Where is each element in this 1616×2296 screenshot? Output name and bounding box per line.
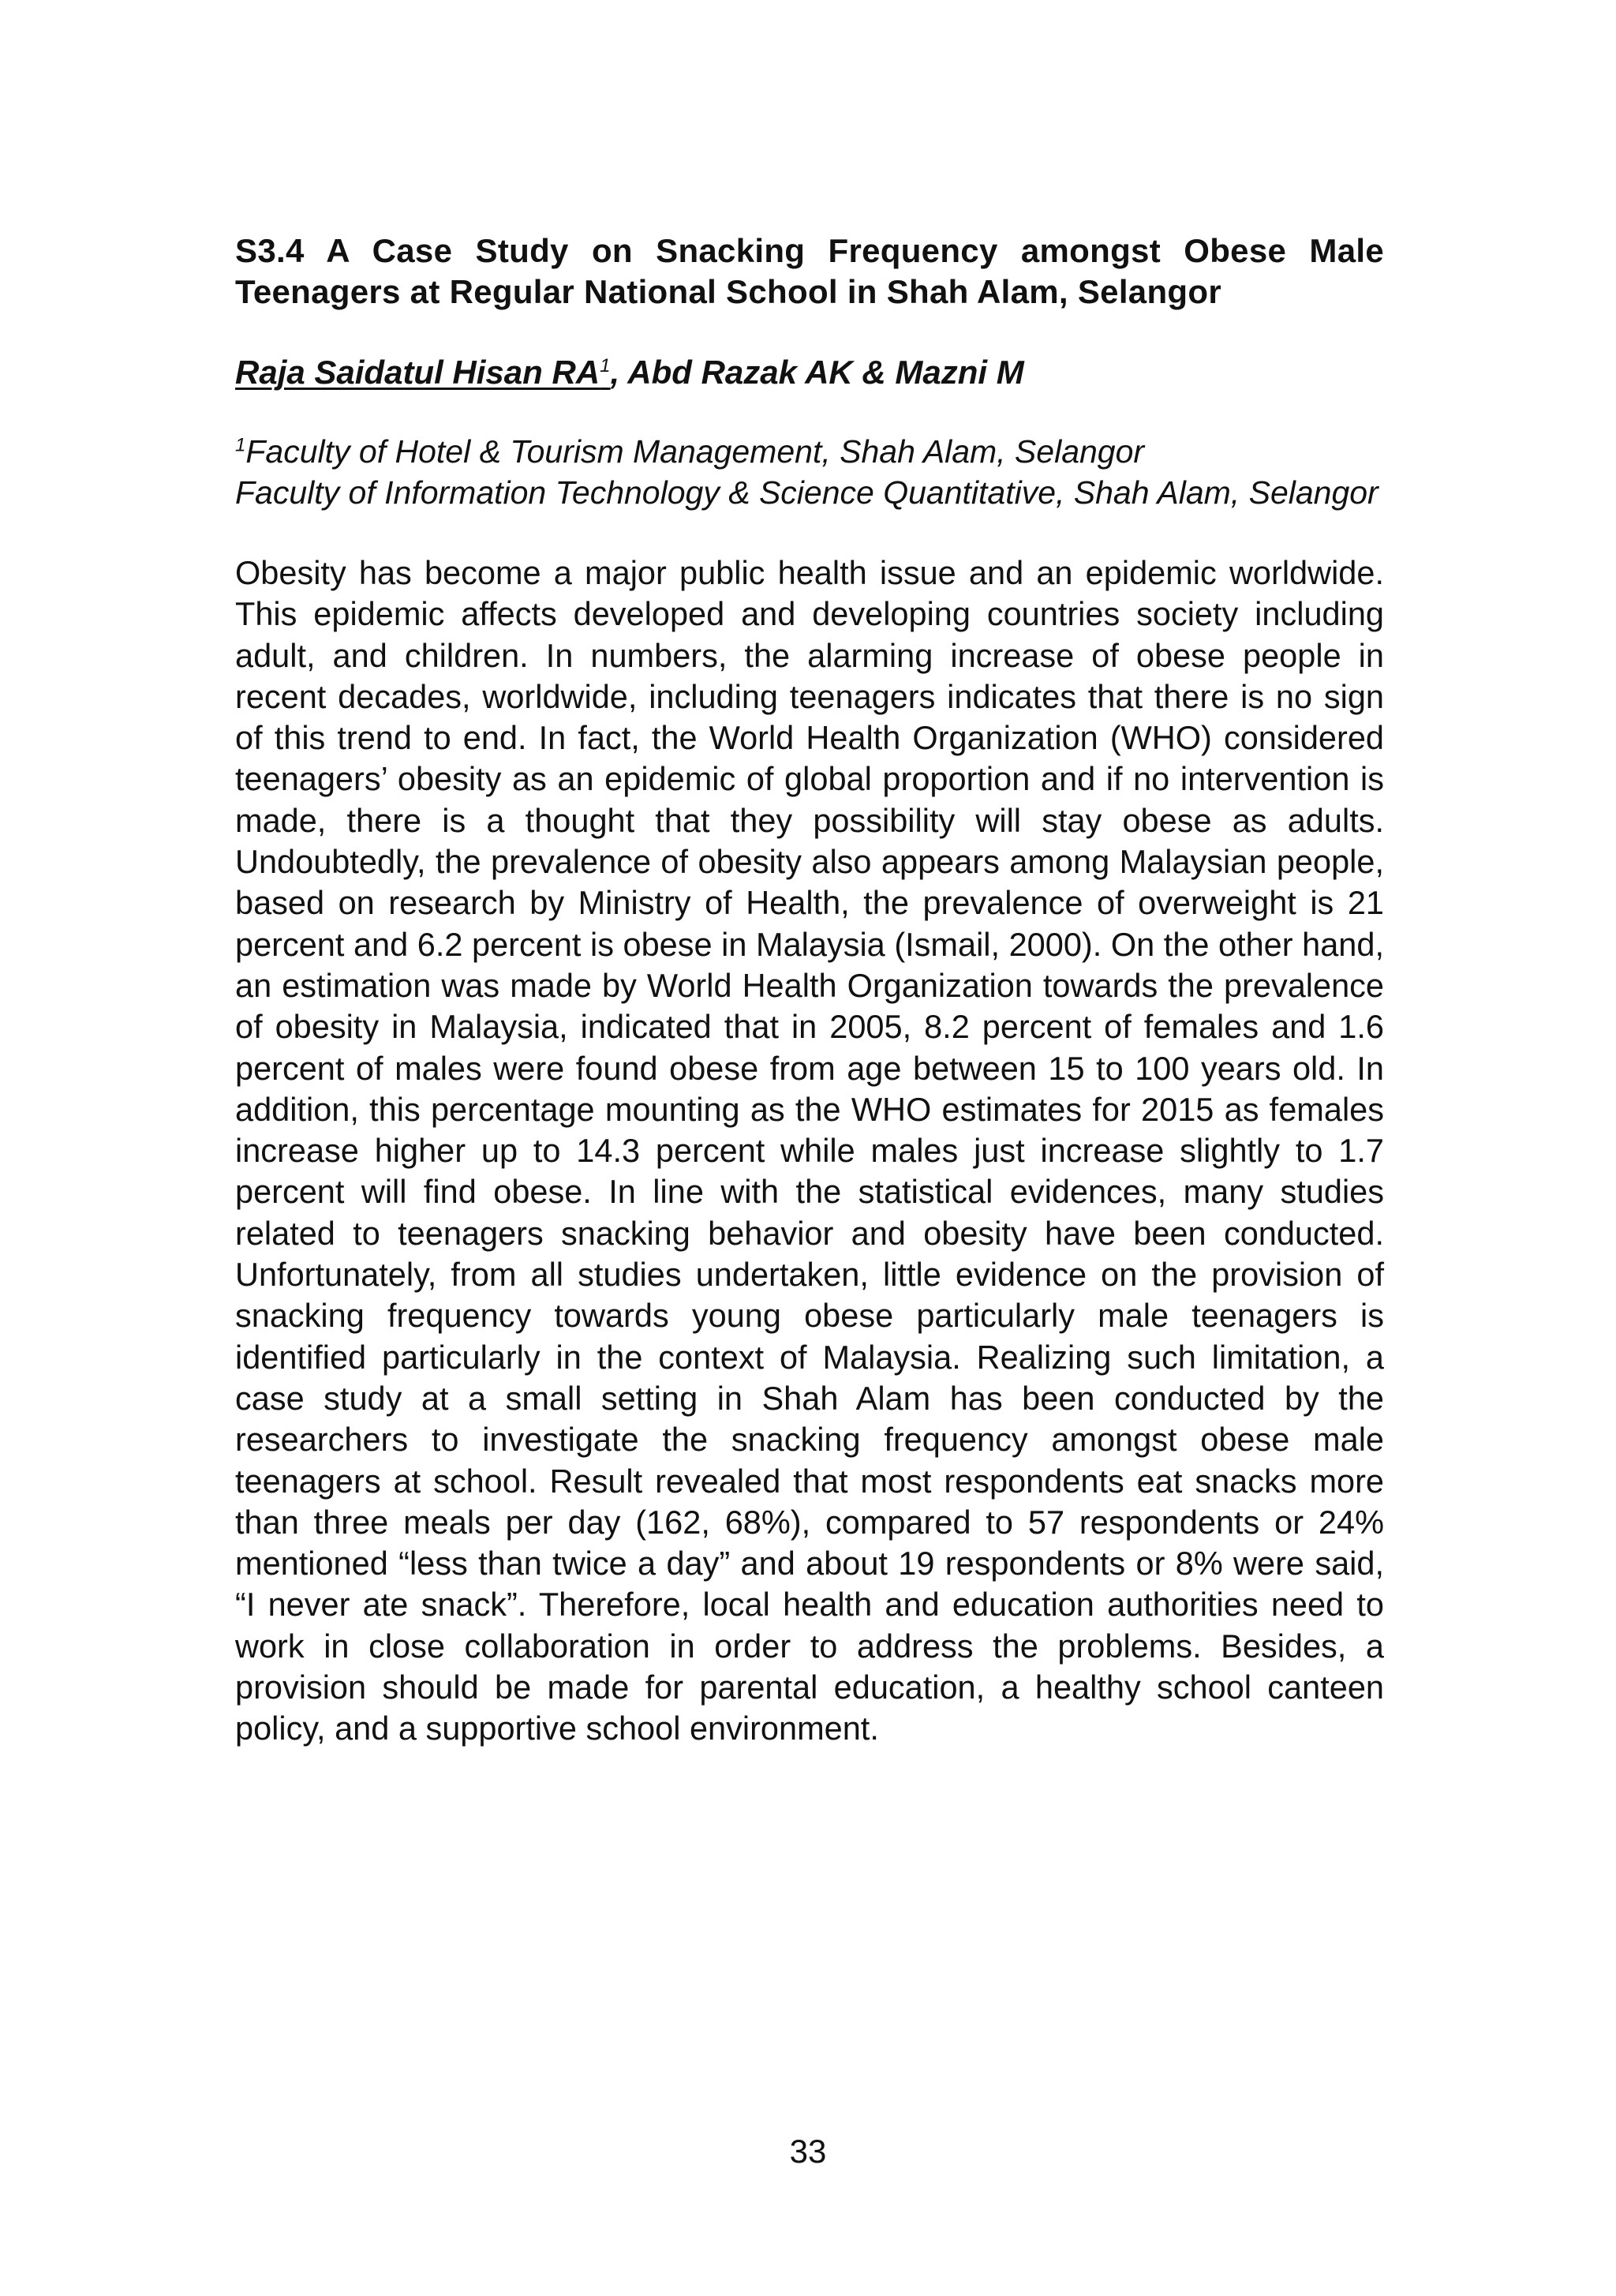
paper-content bbox=[235, 230, 1384, 1750]
co-authors: , Abd Razak AK & Mazni M bbox=[610, 354, 1024, 391]
page-number: 33 bbox=[789, 2133, 827, 2170]
affiliation-1-text: Faculty of Hotel & Tourism Management, Shah Alam, Selangor bbox=[245, 433, 1145, 470]
presenting-author bbox=[235, 354, 610, 391]
affiliation-1-marker: 1 bbox=[235, 434, 246, 456]
presenting-author-marker: 1 bbox=[600, 355, 611, 376]
affiliation-1 bbox=[235, 431, 1384, 472]
affiliation-2-text: Faculty of Information Technology & Science Quantitative, Shah Alam, Selangor bbox=[235, 474, 1378, 511]
author-line bbox=[235, 352, 1384, 393]
paper-title: S3.4 A Case Study on Snacking Frequency amongst Obese Male Teenagers at Regular National School in Shah Alam, Selangor bbox=[235, 232, 1384, 310]
affiliations bbox=[235, 431, 1384, 513]
affiliation-2 bbox=[235, 472, 1384, 513]
abstract-body: Obesity has become a major public health issue and an epidemic worldwide. This epidemic affects developed and developing countries society including adult, and children. In numbers, the alarming increase of obese people in recent decades, worldwide, including teenagers indicates that there is no sign of this trend to end. In fact, the World Health Organization (WHO) considered teenagers’ obesity as an epidemic of global proportion and if no intervention is made, there is a thought that they possibility will stay obese as adults. Undoubtedly, the prevalence of obesity also appears among Malaysian people, based on research by Ministry of Health, the prevalence of overweight is 21 percent and 6.2 percent is obese in Malaysia (Ismail, 2000). On the other hand, an estimation was made by World Health Organization towards the prevalence of obesity in Malaysia, indicated that in 2005, 8.2 percent of females and 1.6 percent of males were found obese from age between 15 to 100 years old. In addition, this percentage mounting as the WHO estimates for 2015 as females increase higher up to 14.3 percent while males just increase slightly to 1.7 percent will find obese. In line with the statistical evidences, many studies related to teenagers snacking behavior and obesity have been conducted. Unfortunately, from all studies undertaken, little evidence on the provision of snacking frequency towards young obese particularly male teenagers is identified particularly in the context of Malaysia. Realizing such limitation, a case study at a small setting in Shah Alam has been conducted by the researchers to investigate the snacking frequency amongst obese male teenagers at school. Result revealed that most respondents eat snacks more than three meals per day (162, 68%), compared to 57 respondents or 24% mentioned “less than twice a day” and about 19 respondents or 8% were said, “I never ate snack”. Therefore, local health and education authorities need to work in close collaboration in order to address the problems. Besides, a provision should be made for parental education, a healthy school canteen policy, and a supportive school environment. bbox=[235, 554, 1384, 1747]
presenting-author-name: Raja Saidatul Hisan RA bbox=[235, 354, 600, 391]
